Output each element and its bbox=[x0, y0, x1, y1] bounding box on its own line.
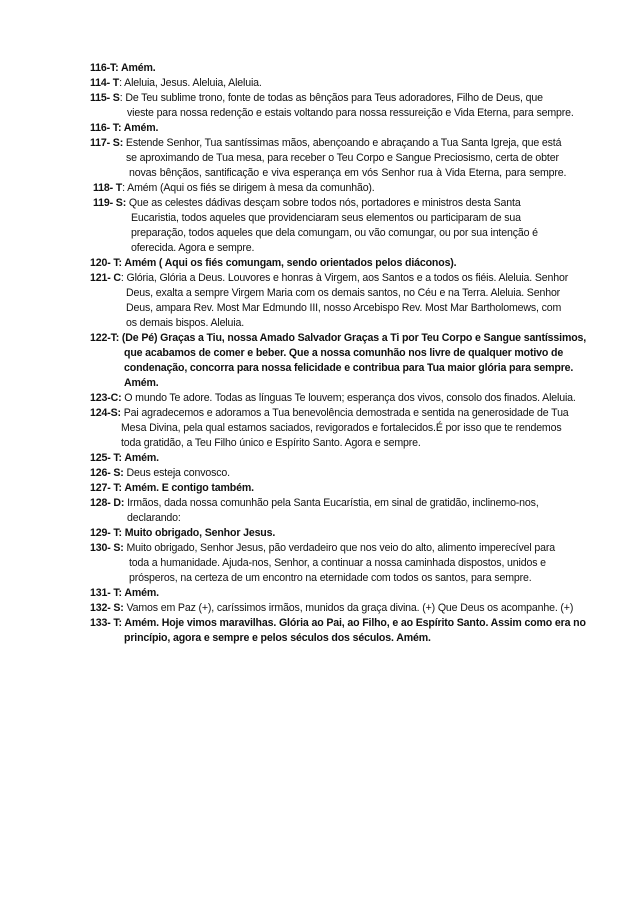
entry-text: Muito obrigado, Senhor Jesus, pão verdadeiro que nos veio do alto, alimento imperecível para bbox=[126, 542, 555, 554]
entry-124-line bbox=[90, 406, 569, 420]
entry-120-line bbox=[90, 256, 456, 270]
entry-124-continuation: Mesa Divina, pela qual estamos saciados, revigorados e fortalecidos.É por isso que te rendemos bbox=[121, 422, 562, 434]
entry-text: Que as celestes dádivas desçam sobre todos nós, portadores e ministros desta Santa bbox=[128, 197, 521, 209]
entry-114-line bbox=[90, 76, 262, 90]
entry-prefix: 117- S: bbox=[90, 137, 126, 149]
entry-prefix: 116- T: bbox=[90, 122, 124, 134]
entry-text: Glória, Glória a Deus. Louvores e honras à Virgem, aos Santos e a todos os fiéis. Aleluia. Senhor bbox=[126, 272, 569, 284]
entry-separator: : bbox=[119, 92, 126, 104]
entry-prefix: 133- T: bbox=[90, 617, 125, 629]
entry-text: Amém. bbox=[120, 62, 156, 74]
entry-prefix: 120- T: bbox=[90, 257, 125, 269]
entry-116-t-line bbox=[90, 61, 156, 75]
entry-text: De Teu sublime trono, fonte de todas as bênçãos para Teus adoradores, Filho de Deus, que bbox=[125, 92, 543, 104]
entry-128-continuation: declarando: bbox=[127, 512, 181, 524]
entry-separator: : bbox=[119, 77, 125, 89]
entry-separator: : bbox=[120, 272, 127, 284]
entry-115-continuation: vieste para nossa redenção e estais voltando para nossa ressureição e Vida Eterna, para sempre. bbox=[127, 107, 574, 119]
entry-prefix: 122-T: bbox=[90, 332, 122, 344]
entry-text: Amém. E contigo também. bbox=[124, 482, 254, 494]
entry-122-continuation: que acabamos de comer e beber. Que a nossa comunhão nos livre de qualquer motivo de bbox=[124, 347, 564, 359]
entry-119-continuation: preparação, todos aqueles que dela comungam, ou vão comungar, ou por sua intenção é bbox=[131, 227, 538, 239]
entry-119-line bbox=[93, 196, 521, 210]
entry-prefix: 128- D: bbox=[90, 497, 128, 509]
entry-text: Pai agradecemos e adoramos a Tua benevolência demostrada e sentida na generosidade de Tua bbox=[123, 407, 569, 419]
entry-text: Amém ( Aqui os fiés comungam, sendo orientados pelos diáconos). bbox=[124, 257, 457, 269]
entry-121-continuation: Deus, exalta a sempre Virgem Maria com os demais santos, no Céu e na Terra. Aleluia. Senhor bbox=[126, 287, 561, 299]
entry-127-line bbox=[90, 481, 254, 495]
entry-117-line bbox=[90, 136, 561, 150]
entry-prefix: 123-C: bbox=[90, 392, 125, 404]
entry-prefix: 132- S: bbox=[90, 602, 127, 614]
entry-text: Muito obrigado, Senhor Jesus. bbox=[124, 527, 276, 539]
entry-prefix: 131- T: bbox=[90, 587, 125, 599]
entry-text: Deus esteja convosco. bbox=[126, 467, 230, 479]
entry-130-line bbox=[90, 541, 555, 555]
entry-text: (De Pé) Graças a Tiu, nossa Amado Salvador Graças a Ti por Teu Corpo e Sangue santíssimos, bbox=[121, 332, 587, 344]
entry-text: Estende Senhor, Tua santíssimas mãos, abençoando e abraçando a Tua Santa Igreja, que está bbox=[125, 137, 562, 149]
entry-123-line bbox=[90, 391, 576, 405]
entry-prefix: 130- S: bbox=[90, 542, 127, 554]
entry-126-line bbox=[90, 466, 230, 480]
entry-text: Aleluia, Jesus. Aleluia, Aleluia. bbox=[124, 77, 262, 89]
entry-prefix: 119- S: bbox=[93, 197, 129, 209]
entry-prefix: 118- T bbox=[93, 182, 123, 194]
entry-text: Vamos em Paz (+), caríssimos irmãos, munidos da graça divina. (+) Que Deus os acompanhe. (+) bbox=[126, 602, 574, 614]
entry-121-line bbox=[90, 271, 568, 285]
entry-132-line bbox=[90, 601, 573, 615]
entry-text: Amém. bbox=[124, 452, 159, 464]
entry-128-line bbox=[90, 496, 539, 510]
entry-text: Irmãos, dada nossa comunhão pela Santa Eucarístia, em sinal de gratidão, inclinemo-nos, bbox=[127, 497, 539, 509]
entry-prefix: 125- T: bbox=[90, 452, 125, 464]
entry-separator: : bbox=[122, 182, 128, 194]
entry-prefix: 127- T: bbox=[90, 482, 125, 494]
entry-text: Amém (Aqui os fiés se dirigem à mesa da comunhão). bbox=[127, 182, 375, 194]
entry-125-line bbox=[90, 451, 159, 465]
entry-130-continuation: toda a humanidade. Ajuda-nos, Senhor, a continuar a nossa caminhada dispostos, unidos e bbox=[129, 557, 546, 569]
entry-117-continuation: se aproximando de Tua mesa, para receber o Teu Corpo e Sangue Preciosismo, certa de obter bbox=[126, 152, 559, 164]
entry-prefix: 124-S: bbox=[90, 407, 124, 419]
entry-prefix: 129- T: bbox=[90, 527, 125, 539]
entry-text: O mundo Te adore. Todas as línguas Te louvem; esperança dos vivos, consolo dos finados. Aleluia. bbox=[124, 392, 576, 404]
entry-133-continuation: princípio, agora e sempre e pelos séculos dos séculos. Amém. bbox=[124, 632, 431, 644]
entry-117-continuation: novas bênçãos, santificação e viva esperança em vós Senhor rua à Vida Eterna, para sempre. bbox=[129, 167, 567, 179]
entry-prefix: 126- S: bbox=[90, 467, 127, 479]
entry-131-line bbox=[90, 586, 159, 600]
entry-124-continuation: toda gratidão, a Teu Filho único e Espírito Santo. Agora e sempre. bbox=[121, 437, 421, 449]
entry-118-line bbox=[93, 181, 375, 195]
entry-text: Amém. bbox=[124, 587, 159, 599]
entry-prefix: 121- C bbox=[90, 272, 121, 284]
entry-119-continuation: Eucaristia, todos aqueles que providenciaram seus elementos ou participaram de sua bbox=[131, 212, 521, 224]
entry-122-continuation: Amém. bbox=[124, 377, 159, 389]
entry-text: Amém. bbox=[123, 122, 159, 134]
entry-prefix: 115- S bbox=[90, 92, 120, 104]
entry-prefix: 114- T bbox=[90, 77, 120, 89]
entry-116-line bbox=[90, 121, 158, 135]
entry-122-line bbox=[90, 331, 586, 345]
entry-121-continuation: os demais bispos. Aleluia. bbox=[126, 317, 244, 329]
entry-115-line bbox=[90, 91, 543, 105]
entry-130-continuation: prósperos, na certeza de um encontro na eternidade com todos os santos, para sempre. bbox=[129, 572, 532, 584]
entry-119-continuation: oferecida. Agora e sempre. bbox=[131, 242, 255, 254]
entry-129-line bbox=[90, 526, 275, 540]
entry-133-line bbox=[90, 616, 586, 630]
entry-text: Amém. Hoje vimos maravilhas. Glória ao Pai, ao Filho, e ao Espírito Santo. Assim como era no bbox=[124, 617, 586, 629]
entry-prefix: 116-T: bbox=[90, 62, 121, 74]
entry-121-continuation: Deus, ampara Rev. Most Mar Edmundo III, nosso Arcebispo Rev. Most Mar Bartholomews, com bbox=[126, 302, 562, 314]
entry-122-continuation: condenação, concorra para nossa felicidade e contribua para Tua maior glória para sempre. bbox=[124, 362, 574, 374]
